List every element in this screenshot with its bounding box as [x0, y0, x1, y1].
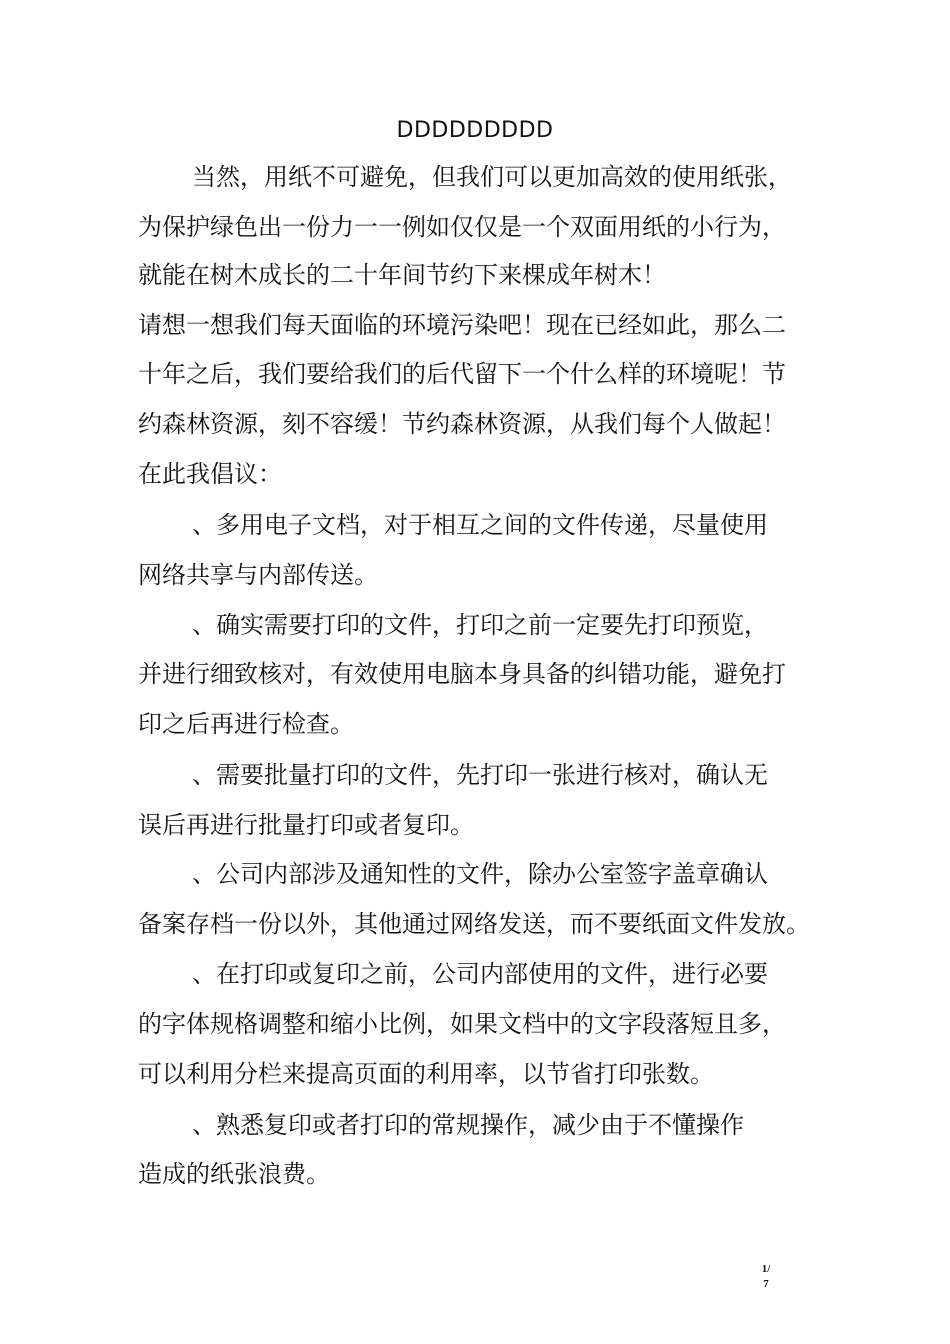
text-line: 网络共享与内部传送。 [138, 561, 378, 589]
text-line: 可以利用分栏来提高页面的利用率，以节省打印张数。 [138, 1060, 714, 1088]
text-line: 请想一想我们每天面临的环境污染吧！现在已经如此，那么二 [138, 311, 786, 339]
text-line: 、确实需要打印的文件，打印之前一定要先打印预览， [192, 611, 768, 639]
text-line: 在此我倡议： [138, 460, 282, 488]
text-line: 并进行细致核对，有效使用电脑本身具备的纠错功能，避免打 [138, 660, 786, 688]
text-line: 就能在树木成长的二十年间节约下来棵成年树木！ [138, 261, 666, 289]
text-line: 备案存档一份以外，其他通过网络发送，而不要纸面文件发放。 [138, 910, 810, 938]
text-line: 当然，用纸不可避免，但我们可以更加高效的使用纸张， [192, 163, 792, 191]
text-line: 造成的纸张浪费。 [138, 1160, 330, 1188]
page-number [756, 1262, 776, 1292]
text-line: 约森林资源，刻不容缓！节约森林资源，从我们每个人做起！ [138, 410, 786, 438]
text-line: 误后再进行批量打印或者复印。 [138, 811, 474, 839]
text-line: 、需要批量打印的文件，先打印一张进行核对，确认无 [192, 761, 768, 789]
document-header: DDDDDDDDD [396, 118, 554, 143]
page-number-total: 7 [763, 1278, 769, 1290]
text-line: 十年之后，我们要给我们的后代留下一个什么样的环境呢！节 [138, 360, 786, 388]
text-line: 、熟悉复印或者打印的常规操作，减少由于不懂操作 [192, 1111, 744, 1139]
text-line: 的字体规格调整和缩小比例，如果文档中的文字段落短且多， [138, 1010, 786, 1038]
text-line: 为保护绿色出一份力一一例如仅仅是一个双面用纸的小行为， [138, 213, 786, 241]
text-line: 印之后再进行检查。 [138, 710, 354, 738]
text-line: 、多用电子文档，对于相互之间的文件传递，尽量使用 [192, 511, 768, 539]
page-number-current: 1/ [761, 1263, 771, 1275]
text-line: 、公司内部涉及通知性的文件，除办公室签字盖章确认 [192, 860, 768, 888]
text-line: 、在打印或复印之前，公司内部使用的文件，进行必要 [192, 960, 768, 988]
